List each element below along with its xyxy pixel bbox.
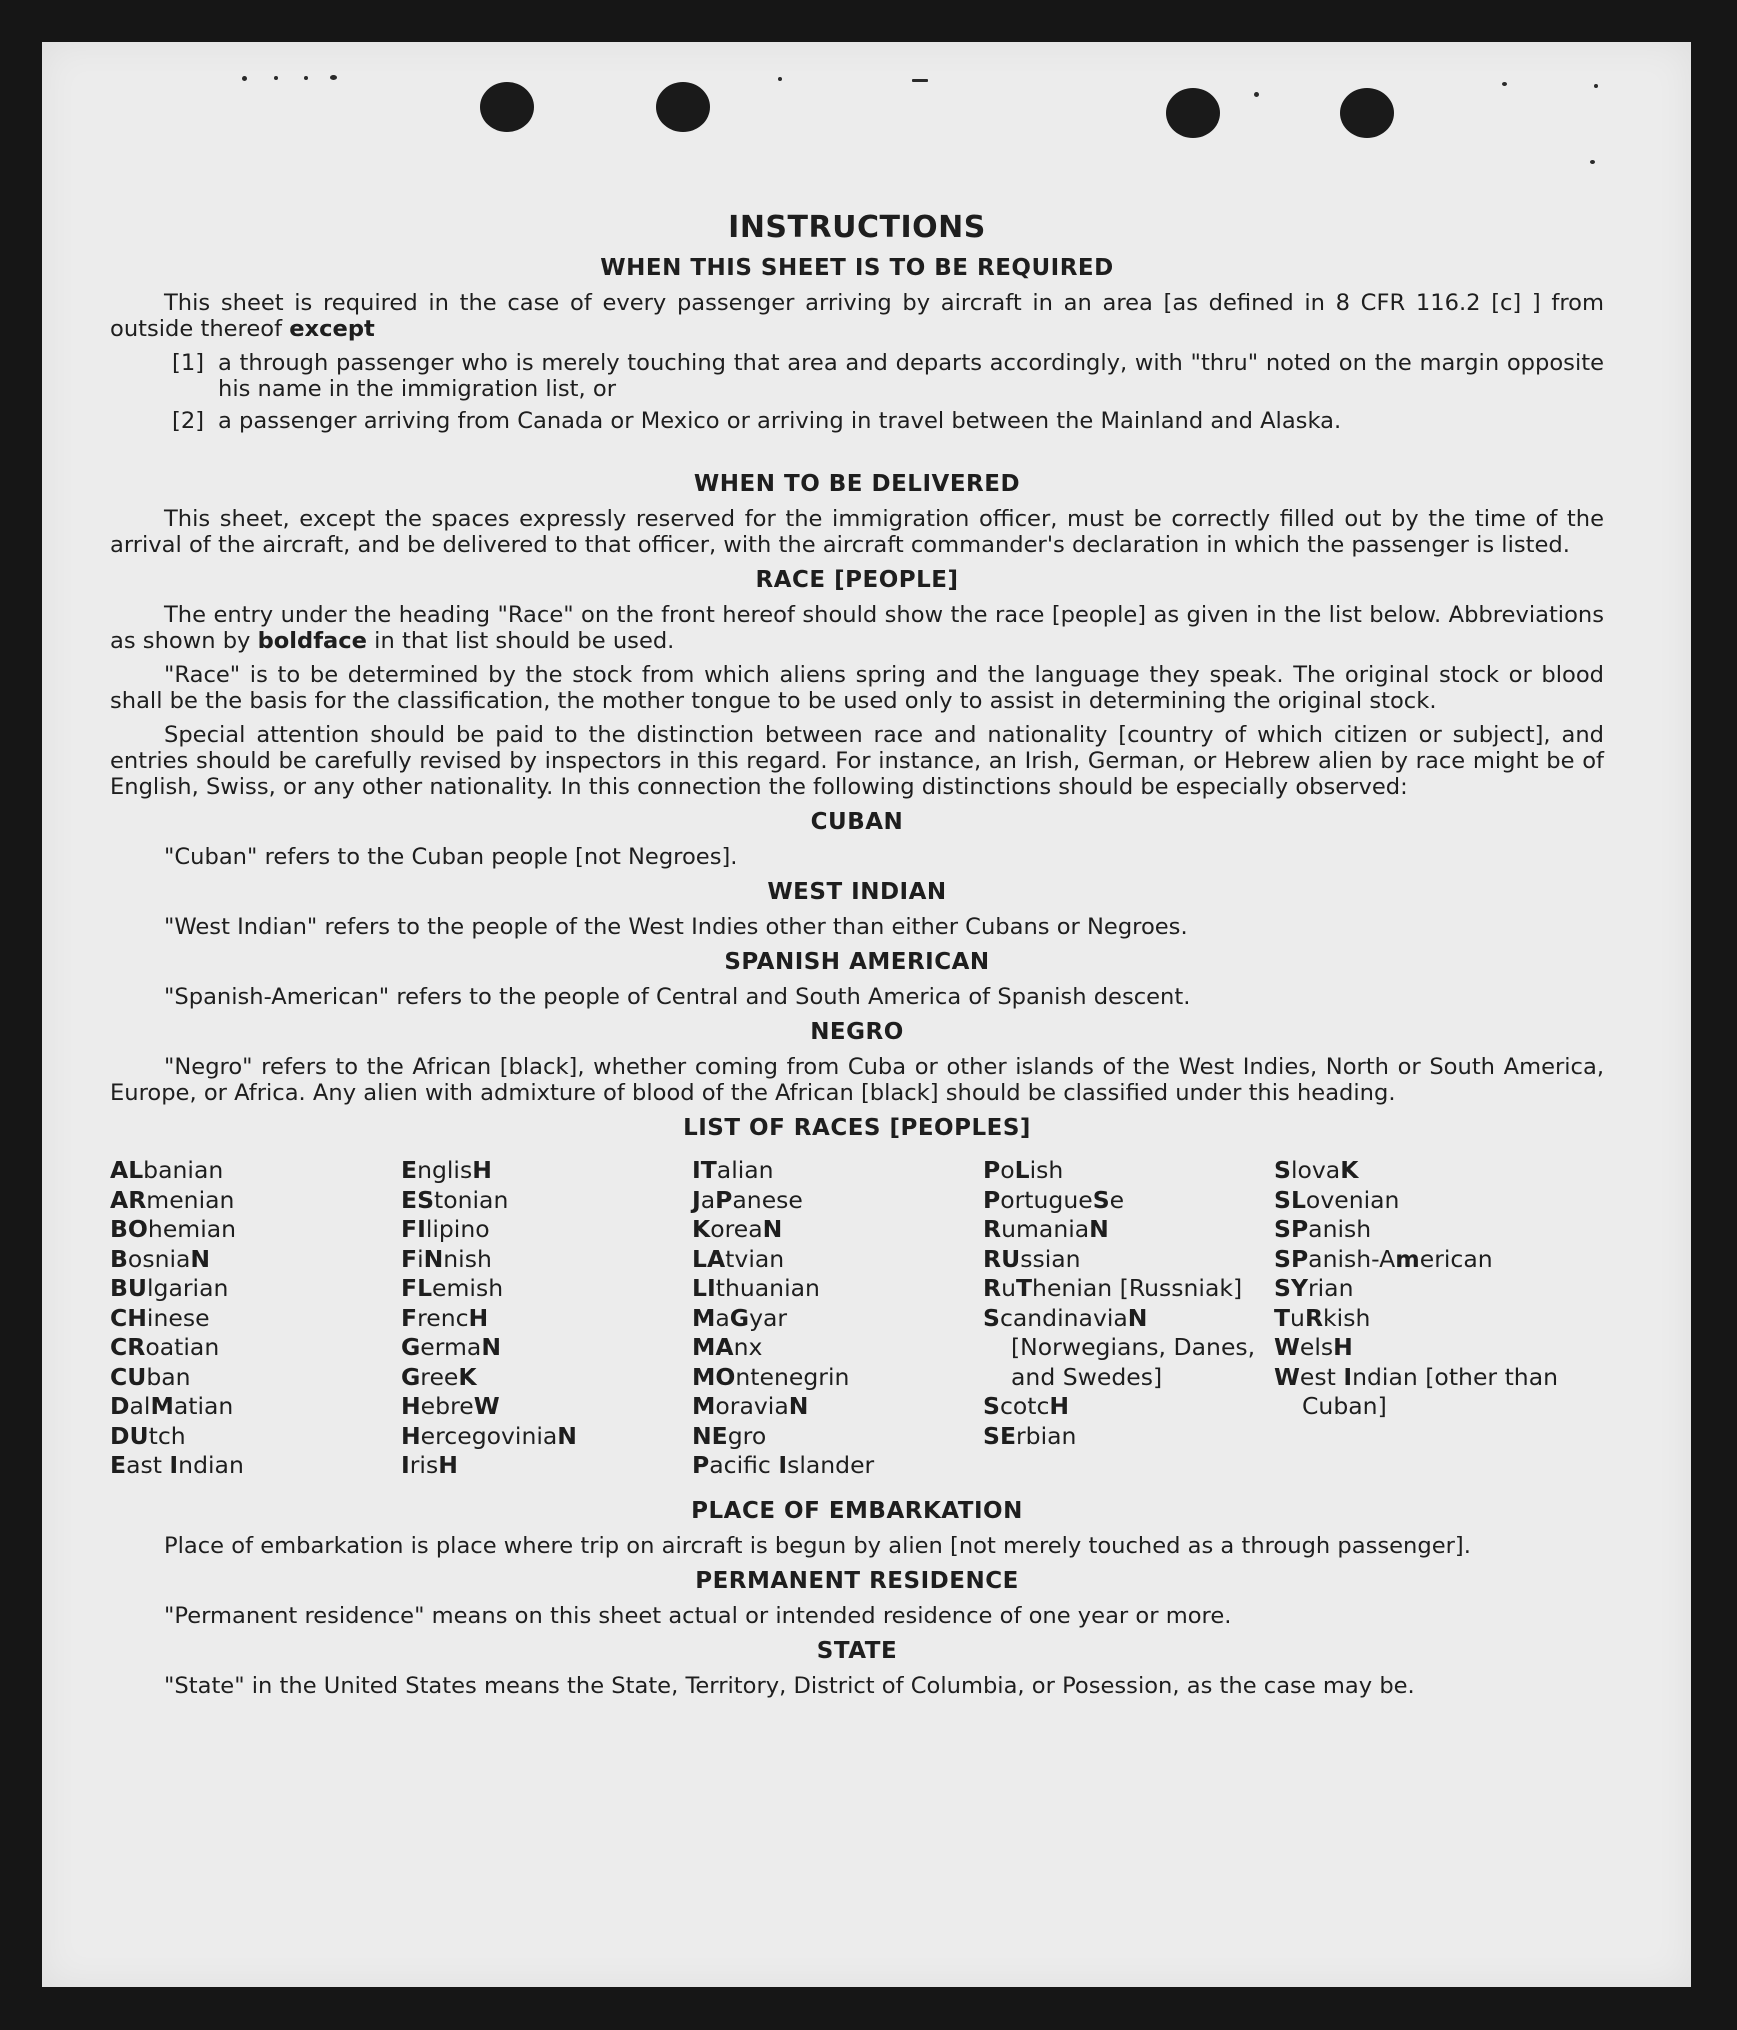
- section-heading-race: RACE [PEOPLE]: [755, 567, 959, 593]
- race-column: [1274, 1156, 1565, 1481]
- race-item: GermaN: [401, 1333, 501, 1361]
- race-item: Pacifc Islander: [692, 1451, 875, 1479]
- race-item: MoraviaN: [692, 1392, 809, 1420]
- document-sheet: [42, 42, 1691, 1987]
- race-column: [692, 1156, 983, 1481]
- page-title: INSTRUCTIONS: [728, 210, 986, 245]
- punch-hole: [480, 82, 534, 132]
- race-item: LIthuanian: [692, 1274, 820, 1302]
- race-item: EnglisH: [401, 1156, 492, 1184]
- race-item: MAnx: [692, 1333, 763, 1361]
- race-item: EStonian: [401, 1185, 509, 1214]
- race-item: FiNnish: [401, 1244, 492, 1273]
- race-item: SErbian: [983, 1421, 1077, 1450]
- race-item: WelsH: [1274, 1333, 1353, 1361]
- race-item: ARmenian: [110, 1185, 235, 1214]
- race-item: BOhemian: [110, 1215, 237, 1243]
- race-item: NEgro: [692, 1421, 767, 1450]
- race-item: JaPanese: [692, 1185, 803, 1214]
- race-item: PoLish: [983, 1156, 1064, 1184]
- race-item: CUban: [110, 1362, 191, 1391]
- race-item: PortugueSe: [983, 1185, 1125, 1214]
- race-item: RuThenian [Russniak]: [983, 1274, 1243, 1302]
- race-item: SYrian: [1274, 1274, 1354, 1302]
- section-heading-permanent-residence: PERMANENT RESIDENCE: [695, 1567, 1019, 1594]
- punch-hole: [1340, 88, 1394, 138]
- race-item: FrencH: [401, 1303, 489, 1332]
- race-column: [983, 1156, 1274, 1481]
- race-item: ScotcH: [983, 1392, 1070, 1420]
- race-item: West Indian [other than Cuban]: [1274, 1362, 1558, 1420]
- paragraph: "Permanent residence" means on this sheet actual or intended residence of one year or more.: [164, 1602, 1232, 1629]
- instructions-content: [110, 166, 1604, 1707]
- race-item: SLovenian: [1274, 1185, 1400, 1214]
- race-list: [110, 1156, 1604, 1481]
- punch-hole: [1166, 88, 1220, 138]
- race-item: CRoatian: [110, 1333, 220, 1361]
- section-heading-west-indian: WEST INDIAN: [767, 879, 947, 905]
- paragraph: "West Indian" refers to the people of the West Indies other than either Cubans or Negroes.: [164, 914, 1188, 940]
- race-item: SPanish: [1274, 1215, 1372, 1243]
- section-heading-negro: NEGRO: [810, 1019, 904, 1045]
- race-item: ScandinaviaN [Norwegians, Danes, and Swedes]: [983, 1303, 1256, 1391]
- race-item: HebreW: [401, 1392, 500, 1420]
- race-item: KoreaN: [692, 1215, 783, 1243]
- race-item: BosniaN: [110, 1244, 211, 1273]
- race-column: [110, 1156, 401, 1481]
- section-heading-embarkation: PLACE OF EMBARKATION: [691, 1497, 1023, 1524]
- race-item: East Indian: [110, 1451, 244, 1479]
- race-item: ALbanian: [110, 1156, 224, 1184]
- paragraph: This sheet, except the spaces expressly reserved for the immigration officer, must be correctly filled out by the time of the arrival of the aircraft, and be delivered to that officer, with the aircraft commander's declaration in which the passenger is listed.: [110, 506, 1604, 558]
- race-item: RUssian: [983, 1244, 1081, 1273]
- race-item: SlovaK: [1274, 1156, 1359, 1184]
- section-heading-list-of-races: LIST OF RACES [PEOPLES]: [683, 1115, 1031, 1141]
- race-item: BUlgarian: [110, 1274, 229, 1302]
- race-item: FIlipino: [401, 1215, 490, 1243]
- section-heading-when-required: WHEN THIS SHEET IS TO BE REQUIRED: [600, 255, 1114, 281]
- punch-hole: [656, 82, 710, 132]
- race-item: GreeK: [401, 1362, 477, 1391]
- race-item: SPanish-American: [1274, 1244, 1493, 1273]
- section-heading-spanish-american: SPANISH AMERICAN: [724, 949, 990, 975]
- race-item: CHinese: [110, 1303, 210, 1332]
- race-item: MOntenegrin: [692, 1362, 850, 1391]
- race-item: DUtch: [110, 1421, 186, 1450]
- section-heading-when-delivered: WHEN TO BE DELIVERED: [693, 471, 1021, 497]
- section-heading-state: STATE: [816, 1637, 898, 1664]
- paragraph: The entry under the heading "Race" on the front hereof should show the race [people] as given in the list below. Abbreviations as shown by boldface in that list should be used.: [110, 602, 1604, 654]
- list-item: [1] a through passenger who is merely touching that area and departs accordingly, with "thru" noted on the margin opposite his name in the immigration list, or: [172, 350, 1604, 402]
- paragraph: "Spanish-American" refers to the people of Central and South America of Spanish descent.: [164, 984, 1191, 1010]
- paragraph: This sheet is required in the case of every passenger arriving by aircraft in an area [as defined in 8 CFR 116.2 [c] ] from outside thereof except: [110, 290, 1604, 342]
- race-item: FLemish: [401, 1274, 504, 1302]
- race-item: IrisH: [401, 1451, 458, 1479]
- race-item: HercegoviniaN: [401, 1421, 577, 1450]
- paragraph: "Cuban" refers to the Cuban people [not Negroes].: [164, 844, 738, 870]
- race-item: RumaniaN: [983, 1215, 1109, 1243]
- race-item: DalMatian: [110, 1392, 234, 1420]
- race-item: MaGyar: [692, 1303, 788, 1332]
- race-item: ITalian: [692, 1156, 774, 1184]
- race-column: [401, 1156, 692, 1481]
- paragraph: Special attention should be paid to the distinction between race and nationality [country of which citizen or subject], and entries should be carefully revised by inspectors in this regard. For instance, an Irish, German, or Hebrew alien by race might be of English, Swiss, or any other nationality. In this connection the following distinctions should be especially observed:: [110, 722, 1604, 800]
- race-item: LAtvian: [692, 1244, 785, 1273]
- paragraph: Place of embarkation is place where trip on aircraft is begun by alien [not merely touched as a through passenger].: [164, 1532, 1471, 1559]
- paragraph: "State" in the United States means the State, Territory, District of Columbia, or Posession, as the case may be.: [164, 1672, 1415, 1699]
- list-item: [2] a passenger arriving from Canada or Mexico or arriving in travel between the Mainland and Alaska.: [172, 408, 1342, 434]
- paragraph: "Negro" refers to the African [black], whether coming from Cuba or other islands of the West Indies, North or South America, Europe, or Africa. Any alien with admixture of blood of the African [black] should be classified under this heading.: [110, 1054, 1604, 1106]
- paragraph: "Race" is to be determined by the stock from which aliens spring and the language they speak. The original stock or blood shall be the basis for the classification, the mother tongue to be used only to assist in determining the original stock.: [110, 662, 1604, 714]
- section-heading-cuban: CUBAN: [810, 809, 904, 835]
- race-item: TuRkish: [1274, 1303, 1371, 1332]
